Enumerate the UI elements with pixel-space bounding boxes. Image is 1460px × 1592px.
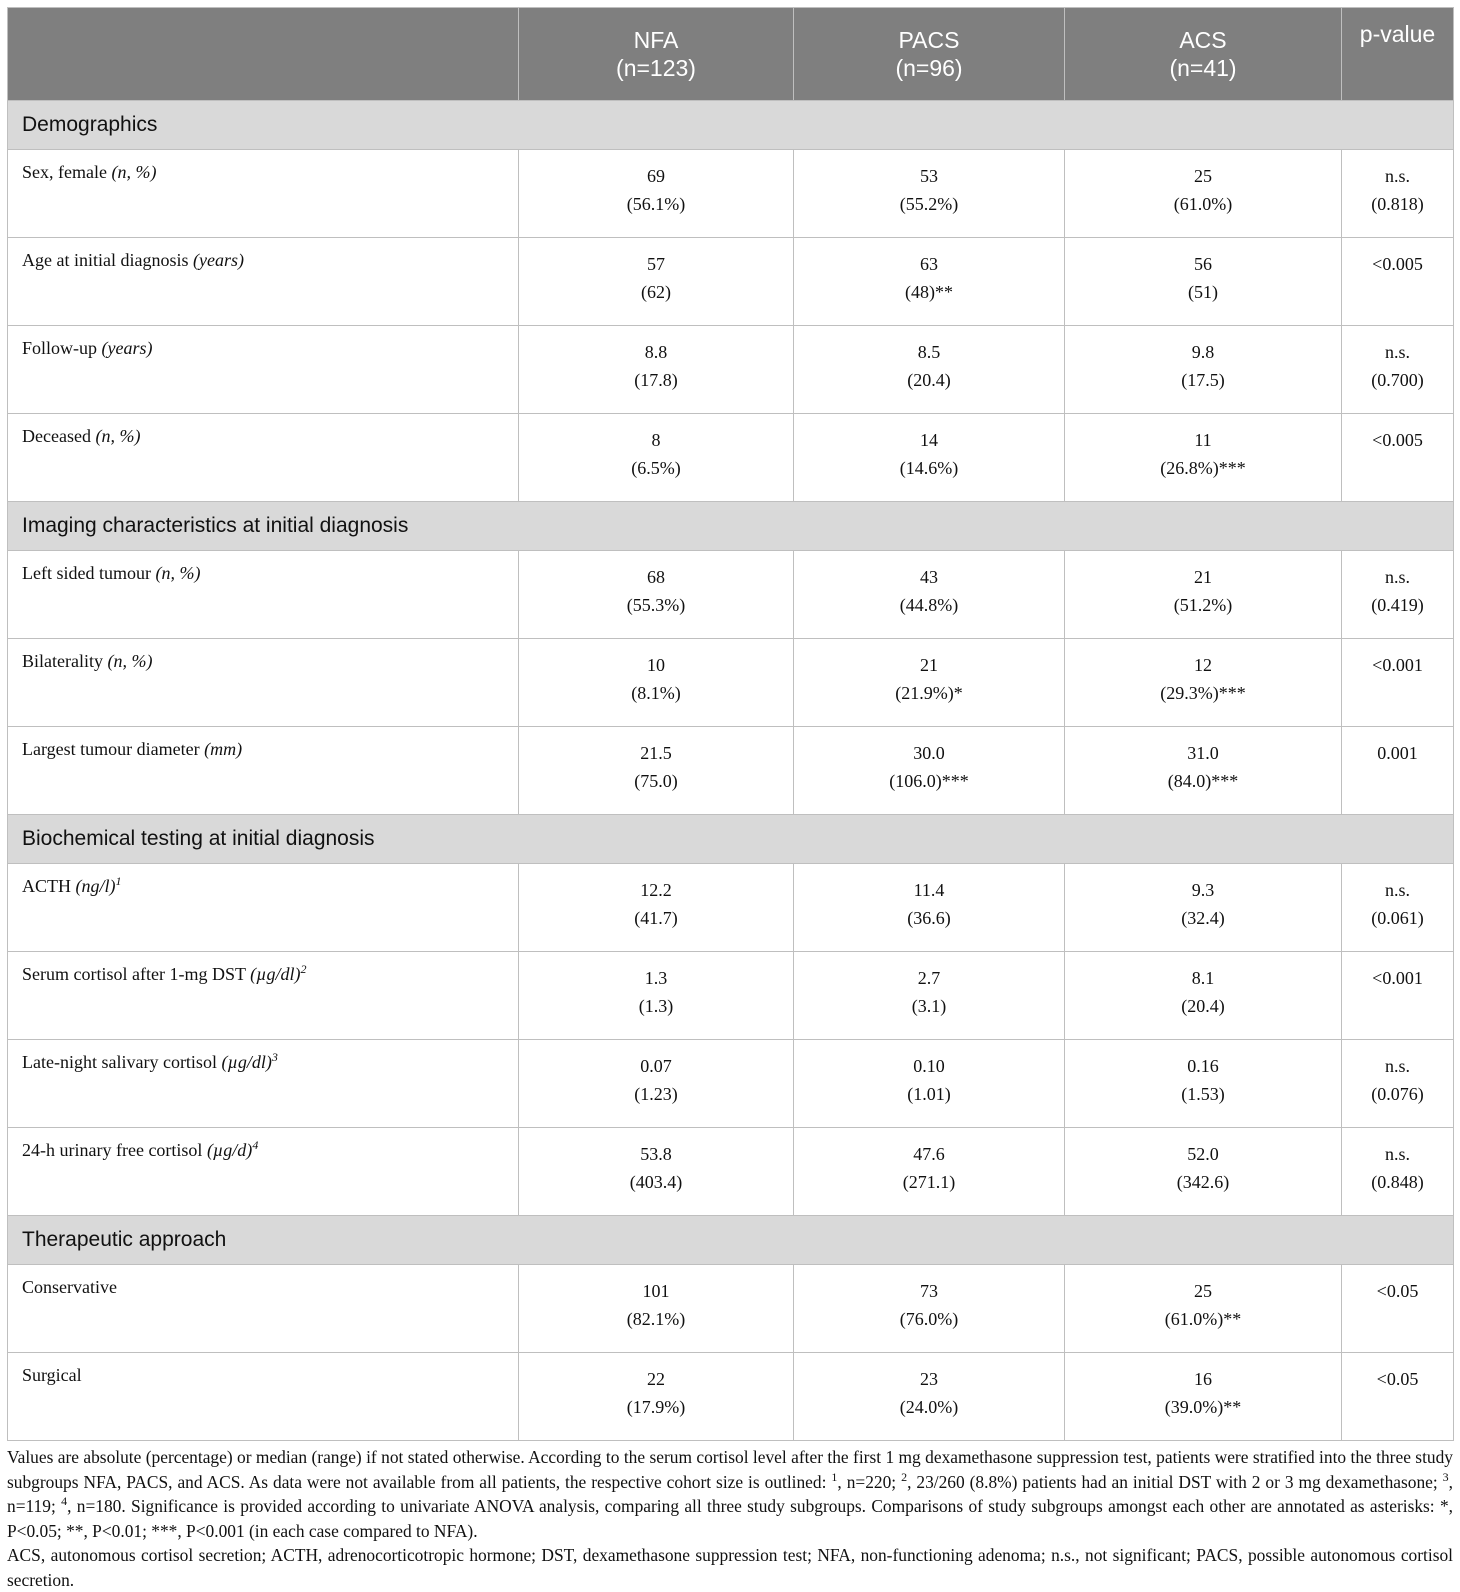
cell-value: 10: [647, 655, 665, 675]
header-pacs-name: PACS: [898, 27, 960, 53]
cell-detail: (76.0%): [899, 1309, 959, 1329]
table-row: [8, 639, 1454, 727]
cell-detail: (6.5%): [631, 458, 681, 478]
cell-detail: (62): [641, 282, 671, 302]
cell-detail: (24.0%): [899, 1397, 959, 1417]
cell-detail: (82.1%): [626, 1309, 686, 1329]
cell-value: 23: [920, 1369, 938, 1389]
cell-detail: (14.6%): [899, 458, 959, 478]
cell-value: n.s.: [1384, 880, 1410, 900]
cell-value: <0.005: [1372, 254, 1423, 274]
cell-value: 12.2: [640, 880, 672, 900]
header-acs: [1065, 8, 1342, 101]
cell-value: 56: [1194, 254, 1212, 274]
cell-value: 12: [1194, 655, 1212, 675]
row-unit: (µg/dl): [221, 1052, 272, 1072]
cell-nfa: [519, 326, 794, 414]
cell-p: [1342, 1353, 1454, 1441]
cell-acs: [1065, 1128, 1342, 1216]
cell-pacs: [794, 727, 1065, 815]
row-unit: (µg/d): [206, 1140, 253, 1160]
row-label-cell: [8, 1265, 519, 1353]
cell-detail: (17.9%): [626, 1397, 686, 1417]
header-blank-cell: [8, 8, 519, 101]
row-footnote-mark: 3: [271, 1050, 278, 1064]
cell-value: 52.0: [1187, 1144, 1219, 1164]
cell-value: 8.8: [644, 342, 668, 362]
cell-nfa: [519, 551, 794, 639]
section-title: Imaging characteristics at initial diagnosis: [8, 502, 1454, 551]
row-label: 24-h urinary free cortisol: [22, 1140, 203, 1160]
cell-acs: [1065, 326, 1342, 414]
section-row: [8, 1216, 1454, 1265]
cell-detail: (1.53): [1181, 1084, 1225, 1104]
row-unit: (µg/dl): [250, 964, 301, 984]
table-row: [8, 1128, 1454, 1216]
cell-detail: (403.4): [629, 1172, 683, 1192]
cell-value: 63: [920, 254, 938, 274]
cell-pacs: [794, 1353, 1065, 1441]
table-wrapper: [7, 7, 1453, 1592]
table-row: [8, 1040, 1454, 1128]
cell-pacs: [794, 1040, 1065, 1128]
cell-nfa: [519, 952, 794, 1040]
cell-detail: (61.0%): [1173, 194, 1233, 214]
cell-p: [1342, 639, 1454, 727]
footnote-mark-4: 4: [61, 1494, 68, 1509]
cell-value: 47.6: [913, 1144, 945, 1164]
results-table: [7, 7, 1454, 1441]
cell-detail: (17.8): [634, 370, 678, 390]
cell-nfa: [519, 238, 794, 326]
cell-value: 30.0: [913, 743, 945, 763]
cell-pacs: [794, 238, 1065, 326]
cell-detail: (29.3%)***: [1160, 683, 1246, 703]
row-label: Deceased: [22, 426, 91, 446]
section-title: Biochemical testing at initial diagnosis: [8, 815, 1454, 864]
row-footnote-mark: 2: [300, 962, 307, 976]
cell-value: 31.0: [1187, 743, 1219, 763]
footnote-text-2: , 23/260 (8.8%) patients had an initial DST with 2 or 3 mg dexamethasone;: [907, 1471, 1443, 1492]
cell-pacs: [794, 326, 1065, 414]
cell-detail: (106.0)***: [889, 771, 969, 791]
cell-value: n.s.: [1384, 166, 1410, 186]
cell-nfa: [519, 727, 794, 815]
cell-detail: (75.0): [634, 771, 678, 791]
cell-acs: [1065, 238, 1342, 326]
row-label: Left sided tumour: [22, 563, 151, 583]
cell-pacs: [794, 952, 1065, 1040]
cell-pacs: [794, 1128, 1065, 1216]
cell-detail: (0.061): [1371, 908, 1424, 928]
cell-nfa: [519, 864, 794, 952]
cell-value: 14: [920, 430, 938, 450]
cell-nfa: [519, 414, 794, 502]
cell-value: 11: [1194, 430, 1212, 450]
cell-value: 69: [647, 166, 665, 186]
cell-value: 9.3: [1191, 880, 1215, 900]
table-row: [8, 150, 1454, 238]
footnote-text-3: , n=119;: [7, 1471, 1454, 1516]
row-label-cell: [8, 1353, 519, 1441]
row-label-cell: [8, 727, 519, 815]
row-label: Follow-up: [22, 338, 98, 358]
cell-pacs: [794, 639, 1065, 727]
cell-value: <0.05: [1376, 1281, 1419, 1301]
cell-detail: (21.9%)*: [895, 683, 963, 703]
header-acs-n: (n=41): [1169, 55, 1237, 81]
cell-p: [1342, 864, 1454, 952]
cell-nfa: [519, 1265, 794, 1353]
cell-value: 21.5: [640, 743, 672, 763]
cell-detail: (39.0%)**: [1164, 1397, 1242, 1417]
cell-value: 16: [1194, 1369, 1212, 1389]
header-pacs-n: (n=96): [895, 55, 963, 81]
section-title: Therapeutic approach: [8, 1216, 1454, 1265]
cell-value: <0.001: [1372, 655, 1423, 675]
header-row: [8, 8, 1454, 101]
cell-value: 8: [651, 430, 661, 450]
cell-detail: (8.1%): [631, 683, 681, 703]
cell-detail: (0.848): [1371, 1172, 1424, 1192]
table-row: [8, 414, 1454, 502]
cell-acs: [1065, 1040, 1342, 1128]
row-label: Surgical: [22, 1365, 82, 1385]
header-nfa-name: NFA: [633, 27, 679, 53]
section-row: [8, 815, 1454, 864]
cell-nfa: [519, 150, 794, 238]
row-label-cell: [8, 639, 519, 727]
cell-value: 0.16: [1187, 1056, 1219, 1076]
row-label-cell: [8, 952, 519, 1040]
cell-detail: (17.5): [1181, 370, 1225, 390]
cell-value: 0.001: [1377, 743, 1418, 763]
cell-detail: (48)**: [905, 282, 953, 302]
header-acs-name: ACS: [1179, 27, 1227, 53]
cell-acs: [1065, 150, 1342, 238]
row-label-cell: [8, 414, 519, 502]
cell-value: 2.7: [917, 968, 941, 988]
cell-acs: [1065, 639, 1342, 727]
cell-p: [1342, 326, 1454, 414]
table-row: [8, 551, 1454, 639]
row-footnote-mark: 4: [252, 1138, 259, 1152]
cell-detail: (0.076): [1371, 1084, 1424, 1104]
header-pvalue: [1342, 8, 1454, 101]
cell-p: [1342, 150, 1454, 238]
section-row: [8, 502, 1454, 551]
cell-nfa: [519, 1353, 794, 1441]
cell-nfa: [519, 1040, 794, 1128]
cell-detail: (342.6): [1176, 1172, 1230, 1192]
row-label-cell: [8, 1128, 519, 1216]
cell-value: 73: [920, 1281, 938, 1301]
cell-detail: (32.4): [1181, 908, 1225, 928]
cell-acs: [1065, 952, 1342, 1040]
row-unit: (n, %): [111, 162, 157, 182]
cell-value: 9.8: [1191, 342, 1215, 362]
cell-p: [1342, 414, 1454, 502]
row-label: Largest tumour diameter: [22, 739, 200, 759]
cell-p: [1342, 1040, 1454, 1128]
table-row: [8, 1353, 1454, 1441]
cell-detail: (44.8%): [899, 595, 959, 615]
abbreviations-paragraph: ACS, autonomous cortisol secretion; ACTH, adrenocorticotropic hormone; DST, dexamethasone suppression test; NFA, non-functioning adenoma; n.s., not significant; PACS, possible autonomous cortisol secretion.: [7, 1545, 1453, 1590]
header-nfa: [519, 8, 794, 101]
section-row: [8, 101, 1454, 150]
cell-value: 21: [920, 655, 938, 675]
cell-value: 0.07: [640, 1056, 672, 1076]
cell-detail: (1.01): [907, 1084, 951, 1104]
cell-value: 8.1: [1191, 968, 1215, 988]
row-footnote-mark: 1: [115, 874, 122, 888]
cell-detail: (0.419): [1371, 595, 1424, 615]
row-label: Conservative: [22, 1277, 117, 1297]
row-label: Late-night salivary cortisol: [22, 1052, 217, 1072]
section-title: Demographics: [8, 101, 1454, 150]
footnote-text-1: , n=220;: [837, 1471, 902, 1492]
cell-detail: (51): [1188, 282, 1218, 302]
table-row: [8, 326, 1454, 414]
cell-pacs: [794, 414, 1065, 502]
table-row: [8, 864, 1454, 952]
row-label: Age at initial diagnosis: [22, 250, 189, 270]
table-body: [8, 101, 1454, 1441]
cell-detail: (26.8%)***: [1160, 458, 1246, 478]
cell-acs: [1065, 864, 1342, 952]
cell-detail: (55.2%): [899, 194, 959, 214]
table-row: [8, 238, 1454, 326]
cell-value: <0.001: [1372, 968, 1423, 988]
cell-detail: (0.818): [1371, 194, 1424, 214]
cell-value: 25: [1194, 166, 1212, 186]
cell-value: n.s.: [1384, 342, 1410, 362]
cell-acs: [1065, 414, 1342, 502]
cell-value: <0.005: [1372, 430, 1423, 450]
row-unit: (years): [101, 338, 153, 358]
cell-acs: [1065, 1353, 1342, 1441]
cell-p: [1342, 727, 1454, 815]
row-unit: (n, %): [95, 426, 141, 446]
row-label-cell: [8, 551, 519, 639]
row-unit: (years): [192, 250, 244, 270]
cell-detail: (1.3): [638, 996, 674, 1016]
footnote-mark-3: 3: [1442, 1469, 1449, 1484]
cell-acs: [1065, 551, 1342, 639]
cell-acs: [1065, 727, 1342, 815]
cell-value: 0.10: [913, 1056, 945, 1076]
row-unit: (n, %): [107, 651, 153, 671]
cell-value: 25: [1194, 1281, 1212, 1301]
cell-p: [1342, 551, 1454, 639]
cell-detail: (20.4): [907, 370, 951, 390]
cell-value: 53.8: [640, 1144, 672, 1164]
table-notes: [7, 1445, 1453, 1592]
cell-pacs: [794, 864, 1065, 952]
cell-value: 22: [647, 1369, 665, 1389]
cell-value: <0.05: [1376, 1369, 1419, 1389]
cell-value: 1.3: [644, 968, 668, 988]
footnote-mark-1: 1: [831, 1469, 838, 1484]
cell-value: 57: [647, 254, 665, 274]
cell-value: 53: [920, 166, 938, 186]
cell-detail: (36.6): [907, 908, 951, 928]
footnote-text-4: , n=180. Significance is provided according to univariate ANOVA analysis, comparing all three study subgroups. Comparisons of study subgroups amongst each other are annotated as asterisks: *, P<0.05; **, P<0.01; ***, P<0.001 (in each case compared to NFA).: [7, 1496, 1454, 1541]
cell-p: [1342, 238, 1454, 326]
table-row: [8, 727, 1454, 815]
row-label-cell: [8, 864, 519, 952]
row-label: Serum cortisol after 1-mg DST: [22, 964, 246, 984]
cell-value: 8.5: [917, 342, 941, 362]
cell-p: [1342, 1128, 1454, 1216]
cell-detail: (271.1): [902, 1172, 956, 1192]
table-row: [8, 1265, 1454, 1353]
row-label: Bilaterality: [22, 651, 103, 671]
row-label-cell: [8, 238, 519, 326]
header-pvalue-label: p-value: [1359, 21, 1436, 47]
cell-value: n.s.: [1384, 1056, 1410, 1076]
cell-detail: (51.2%): [1173, 595, 1233, 615]
row-label: Sex, female: [22, 162, 107, 182]
header-pacs: [794, 8, 1065, 101]
cell-value: 11.4: [913, 880, 945, 900]
cell-value: n.s.: [1384, 567, 1410, 587]
footnote-mark-2: 2: [901, 1469, 908, 1484]
cell-detail: (84.0)***: [1167, 771, 1239, 791]
footnote-intro: Values are absolute (percentage) or median (range) if not stated otherwise. According to the serum cortisol level after the first 1 mg dexamethasone suppression test, patients were stratified into the three study subgroups NFA, PACS, and ACS. As data were not available from all patients, the respective cohort size is outlined:: [7, 1447, 1453, 1492]
cell-detail: (41.7): [634, 908, 678, 928]
cell-value: 68: [647, 567, 665, 587]
cell-value: 101: [642, 1281, 670, 1301]
row-label-cell: [8, 326, 519, 414]
header-nfa-n: (n=123): [616, 55, 696, 81]
table-row: [8, 952, 1454, 1040]
row-unit: (ng/l): [75, 876, 116, 896]
cell-detail: (61.0%)**: [1164, 1309, 1242, 1329]
cell-value: n.s.: [1384, 1144, 1410, 1164]
cell-pacs: [794, 150, 1065, 238]
row-unit: (n, %): [155, 563, 201, 583]
cell-nfa: [519, 1128, 794, 1216]
cell-detail: (56.1%): [626, 194, 686, 214]
cell-nfa: [519, 639, 794, 727]
cell-detail: (20.4): [1181, 996, 1225, 1016]
row-label-cell: [8, 150, 519, 238]
row-label: ACTH: [22, 876, 71, 896]
cell-detail: (55.3%): [626, 595, 686, 615]
cell-pacs: [794, 1265, 1065, 1353]
cell-detail: (3.1): [911, 996, 947, 1016]
cell-detail: (0.700): [1371, 370, 1424, 390]
cell-detail: (1.23): [634, 1084, 678, 1104]
row-label-cell: [8, 1040, 519, 1128]
cell-acs: [1065, 1265, 1342, 1353]
cell-value: 43: [920, 567, 938, 587]
footnote-paragraph: [7, 1445, 1453, 1543]
cell-pacs: [794, 551, 1065, 639]
cell-p: [1342, 1265, 1454, 1353]
cell-value: 21: [1194, 567, 1212, 587]
cell-p: [1342, 952, 1454, 1040]
row-unit: (mm): [204, 739, 243, 759]
